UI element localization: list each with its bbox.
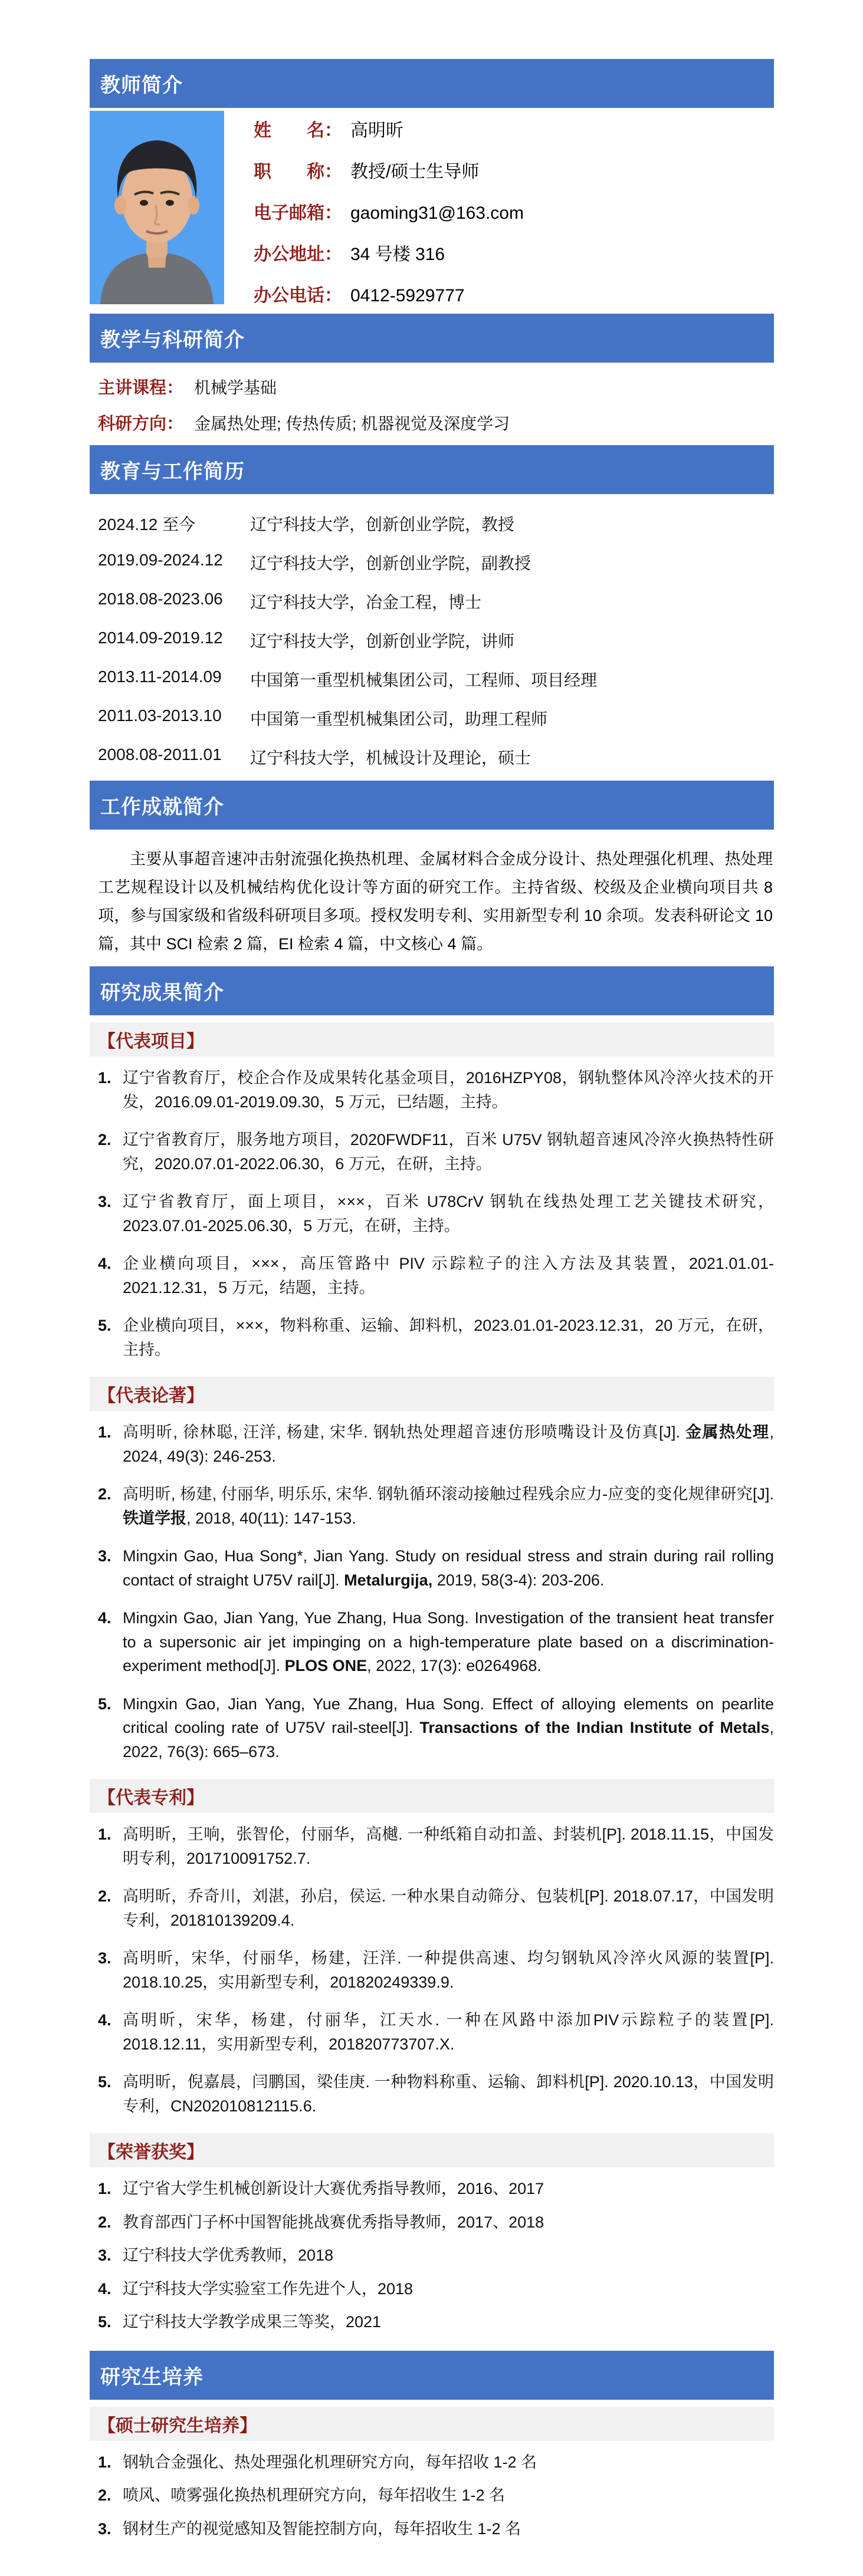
history-row <box>98 590 774 613</box>
subheader-publications <box>90 1377 774 1411</box>
subheader-awards <box>90 2133 774 2167</box>
item-number: 5. <box>98 1317 111 1335</box>
section-banner-graduate-label: 研究生培养 <box>100 2366 204 2389</box>
item-number: 1. <box>98 1069 111 1087</box>
item-number: 3. <box>98 1193 111 1211</box>
history-row <box>98 667 774 691</box>
field-label: 电子邮箱： <box>254 203 342 223</box>
training-item <box>98 2450 774 2475</box>
teaching-courses-row <box>98 374 774 399</box>
section-banner-history-label: 教育与工作简历 <box>100 460 245 483</box>
field-label: 职 称： <box>254 162 342 182</box>
patent-item <box>98 1946 774 1994</box>
patent-text: 高明昕，乔奇川，刘湛，孙启，侯运. 一种水果自动筛分、包装机[P]. 2018.07.17，中国发明专利，201810139209.4. <box>123 1887 774 1929</box>
section-banner-graduate <box>90 2351 774 2400</box>
project-text: 企业横向项目，×××，高压管路中 PIV 示踪粒子的注入方法及其装置，2021.01.01-2021.12.31，5 万元，结题，主持。 <box>123 1255 774 1297</box>
projects-list <box>90 1057 774 1370</box>
subheader-projects-label: 【代表项目】 <box>98 1032 204 1052</box>
achievement-section <box>90 835 774 966</box>
row-label: 主讲课程： <box>98 379 184 397</box>
patent-text: 高明昕，宋华，杨建，付丽华，江天水. 一种在风路中添加PIV示踪粒子的装置[P]. 2018.12.11，实用新型专利，201820773707.X. <box>123 2011 774 2053</box>
history-period: 2014.09-2019.12 <box>98 629 223 647</box>
subheader-projects <box>90 1022 774 1057</box>
item-number: 2. <box>98 1485 111 1504</box>
field-value: gaoming31@163.com <box>350 203 524 223</box>
history-period: 2008.08-2011.01 <box>98 745 222 764</box>
item-number: 1. <box>98 1423 111 1442</box>
row-value: 金属热处理; 传热传质; 机器视觉及深度学习 <box>194 414 510 433</box>
history-row <box>98 706 774 730</box>
teacher-photo-illustration <box>90 111 224 304</box>
patent-item <box>98 2008 774 2056</box>
item-number: 3. <box>98 2519 111 2538</box>
item-number: 4. <box>98 2279 111 2298</box>
award-text: 辽宁科技大学实验室工作先进个人，2018 <box>123 2279 414 2298</box>
project-text: 辽宁省教育厅，面上项目，×××，百米 U78CrV 钢轨在线热处理工艺关键技术研究，2023.07.01-2025.06.30，5 万元，在研，主持。 <box>123 1193 774 1235</box>
project-item <box>98 1252 774 1299</box>
profile-field-office <box>254 239 774 263</box>
project-text: 辽宁省教育厅，服务地方项目，2020FWDF11，百米 U75V 钢轨超音速风冷淬火换热特性研究，2020.07.01-2022.06.30，6 万元，在研，主持。 <box>123 1131 774 1173</box>
row-value: 机械学基础 <box>194 379 277 397</box>
profile-section <box>90 111 774 304</box>
journal-name: PLOS ONE <box>284 1657 367 1675</box>
patent-text: 高明昕，倪嘉晨，闫鹏国，梁佳庚. 一种物料称重、运输、卸料机[P]. 2020.10.13，中国发明专利，CN202010812115.6. <box>123 2073 774 2115</box>
patent-item <box>98 1884 774 1932</box>
history-period: 2018.08-2023.06 <box>98 590 223 608</box>
profile-field-email <box>254 198 774 222</box>
research-direction-row <box>98 410 774 435</box>
award-text: 辽宁科技大学优秀教师，2018 <box>123 2246 334 2265</box>
item-number: 2. <box>98 1887 111 1906</box>
item-number: 3. <box>98 1547 111 1565</box>
journal-name: Transactions of the Indian Institute of Metals <box>419 1719 770 1737</box>
history-row <box>98 745 774 769</box>
award-item <box>98 2210 774 2235</box>
history-detail: 辽宁科技大学，冶金工程，博士 <box>250 593 482 611</box>
field-value: 34 号楼 316 <box>350 245 445 264</box>
profile-field-phone <box>254 281 774 304</box>
item-number: 3. <box>98 1949 111 1968</box>
history-detail: 中国第一重型机械集团公司，工程师、项目经理 <box>250 671 598 689</box>
project-item <box>98 1314 774 1361</box>
award-item <box>98 2243 774 2268</box>
subheader-awards-label: 【荣誉获奖】 <box>98 2143 204 2163</box>
teacher-photo <box>90 111 224 304</box>
section-banner-teaching <box>90 314 774 363</box>
history-row <box>98 551 774 574</box>
project-item <box>98 1190 774 1238</box>
history-period: 2019.09-2024.12 <box>98 551 223 569</box>
journal-name: 金属热处理 <box>685 1423 770 1442</box>
faculty-profile-page <box>90 0 774 2576</box>
publication-item <box>98 1482 774 1530</box>
field-value: 0412-5929777 <box>350 286 465 305</box>
subheader-master-training-label: 【硕士研究生培养】 <box>98 2416 257 2436</box>
item-number: 5. <box>98 2313 111 2331</box>
field-value: 教授/硕士生导师 <box>350 162 480 182</box>
history-detail: 辽宁科技大学，创新创业学院，讲师 <box>250 632 515 650</box>
publication-text: 高明昕, 徐林聪, 汪洋, 杨建, 宋华. 钢轨热处理超音速仿形喷嘴设计及仿真[J]. 金属热处理, 2024, 49(3): 246-253. <box>123 1423 774 1465</box>
publication-text: Mingxin Gao, Jian Yang, Yue Zhang, Hua Song. Effect of alloying elements on pearlite critical cooling rate of U75V rail-steel[J]. Transactions of the Indian Institute of Metals, 2022, 76(3): 665–673. <box>123 1695 774 1761</box>
section-banner-history <box>90 445 774 494</box>
history-detail: 辽宁科技大学，创新创业学院，教授 <box>250 515 515 534</box>
section-banner-profile-label: 教师简介 <box>100 74 183 97</box>
publication-item <box>98 1692 774 1764</box>
publication-text: 高明昕, 杨建, 付丽华, 明乐乐, 宋华. 钢轨循环滚动接触过程残余应力-应变的变化规律研究[J]. 铁道学报, 2018, 40(11): 147-153. <box>123 1485 774 1527</box>
section-banner-achievement-label: 工作成就简介 <box>100 796 224 818</box>
item-number: 4. <box>98 2011 111 2029</box>
item-number: 5. <box>98 1695 111 1713</box>
training-text: 钢轨合金强化、热处理强化机理研究方向，每年招收 1-2 名 <box>123 2453 537 2471</box>
profile-info <box>254 111 774 304</box>
awards-list <box>90 2167 774 2346</box>
item-number: 2. <box>98 2213 111 2231</box>
item-number: 1. <box>98 1825 111 1844</box>
training-text: 钢材生产的视觉感知及智能控制方向，每年招收生 1-2 名 <box>123 2519 521 2538</box>
field-label: 姓 名： <box>254 121 342 140</box>
profile-field-name <box>254 116 774 139</box>
project-item <box>98 1128 774 1176</box>
training-item <box>98 2517 774 2541</box>
item-number: 4. <box>98 1609 111 1627</box>
item-number: 2. <box>98 1131 111 1149</box>
achievement-paragraph: 主要从事超音速冲击射流强化换热机理、金属材料合金成分设计、热处理强化机理、热处理工艺规程设计以及机械结构优化设计等方面的研究工作。主持省级、校级及企业横向项目共 8 项，参与国家级和省级科研项目多项。授权发明专利、实用新型专利 10 余项。发表科研论文 10 篇，其中 SCI 检索 2 篇，EI 检索 4 篇，中文核心 4 篇。 <box>98 850 773 953</box>
project-item <box>98 1066 774 1114</box>
patent-item <box>98 2070 774 2118</box>
publication-text: Mingxin Gao, Hua Song*, Jian Yang. Study on residual stress and strain during rail rolling contact of straight U75V rail[J]. Metalurgija, 2019, 58(3-4): 203-206. <box>123 1547 774 1589</box>
patent-text: 高明昕，宋华，付丽华，杨建，汪洋. 一种提供高速、均匀钢轨风冷淬火风源的装置[P]. 2018.10.25，实用新型专利，201820249339.9. <box>123 1949 774 1991</box>
item-number: 2. <box>98 2486 111 2505</box>
graduate-training-list <box>90 2441 774 2553</box>
profile-field-title <box>254 157 774 180</box>
award-text: 辽宁科技大学教学成果三等奖，2021 <box>123 2313 382 2331</box>
publication-item <box>98 1606 774 1678</box>
item-number: 5. <box>98 2073 111 2091</box>
journal-name: Metalurgija, <box>344 1571 433 1589</box>
item-number: 3. <box>98 2246 111 2265</box>
section-banner-profile <box>90 59 774 108</box>
section-banner-research-label: 研究成果简介 <box>100 982 224 1005</box>
section-banner-research <box>90 966 774 1015</box>
publications-list <box>90 1411 774 1772</box>
subheader-publications-label: 【代表论著】 <box>98 1386 204 1406</box>
publication-item <box>98 1544 774 1592</box>
history-period: 2013.11-2014.09 <box>98 667 222 686</box>
history-detail: 中国第一重型机械集团公司，助理工程师 <box>250 710 548 728</box>
history-period: 2024.12 至今 <box>98 515 195 534</box>
item-number: 1. <box>98 2453 111 2471</box>
item-number: 1. <box>98 2180 111 2198</box>
journal-name: 铁道学报 <box>123 1509 186 1527</box>
award-text: 教育部西门子杯中国智能挑战赛优秀指导教师，2017、2018 <box>123 2213 544 2231</box>
section-banner-teaching-label: 教学与科研简介 <box>100 329 245 351</box>
history-section <box>90 500 774 781</box>
award-item <box>98 2310 774 2334</box>
subheader-patents <box>90 1779 774 1813</box>
subheader-patents-label: 【代表专利】 <box>98 1788 204 1808</box>
history-row <box>98 512 774 535</box>
patent-item <box>98 1822 774 1870</box>
award-item <box>98 2277 774 2301</box>
section-banner-achievement <box>90 781 774 830</box>
publication-text: Mingxin Gao, Jian Yang, Yue Zhang, Hua Song. Investigation of the transient heat transfer to a supersonic air jet impinging on a high-temperature plate based on a discrimination-experiment method[J]. PLOS ONE, 2022, 17(3): e0264968. <box>123 1609 774 1675</box>
history-detail: 辽宁科技大学，创新创业学院，副教授 <box>250 554 531 573</box>
field-label: 办公地址： <box>254 245 342 264</box>
patent-text: 高明昕，王响，张智伦，付丽华，高樾. 一种纸箱自动扣盖、封装机[P]. 2018.11.15，中国发明专利，201710091752.7. <box>123 1825 774 1867</box>
training-text: 喷风、喷雾强化换热机理研究方向，每年招收生 1-2 名 <box>123 2486 506 2505</box>
field-label: 办公电话： <box>254 286 342 305</box>
history-period: 2011.03-2013.10 <box>98 706 222 725</box>
training-item <box>98 2483 774 2508</box>
subheader-master-training <box>90 2407 774 2441</box>
item-number: 4. <box>98 1255 111 1273</box>
award-item <box>98 2177 774 2201</box>
award-text: 辽宁省大学生机械创新设计大赛优秀指导教师，2016、2017 <box>123 2180 544 2198</box>
patents-list <box>90 1813 774 2126</box>
project-text: 企业横向项目，×××，物料称重、运输、卸料机，2023.01.01-2023.12.31，20 万元，在研，主持。 <box>123 1317 774 1358</box>
row-label: 科研方向： <box>98 414 184 433</box>
field-value: 高明昕 <box>350 121 403 140</box>
teaching-section <box>90 366 774 445</box>
history-detail: 辽宁科技大学，机械设计及理论，硕士 <box>250 749 531 767</box>
publication-item <box>98 1420 774 1468</box>
project-text: 辽宁省教育厅，校企合作及成果转化基金项目，2016HZPY08，钢轨整体风冷淬火技术的开发，2016.09.01-2019.09.30，5 万元，已结题，主持。 <box>123 1069 774 1111</box>
history-row <box>98 629 774 652</box>
